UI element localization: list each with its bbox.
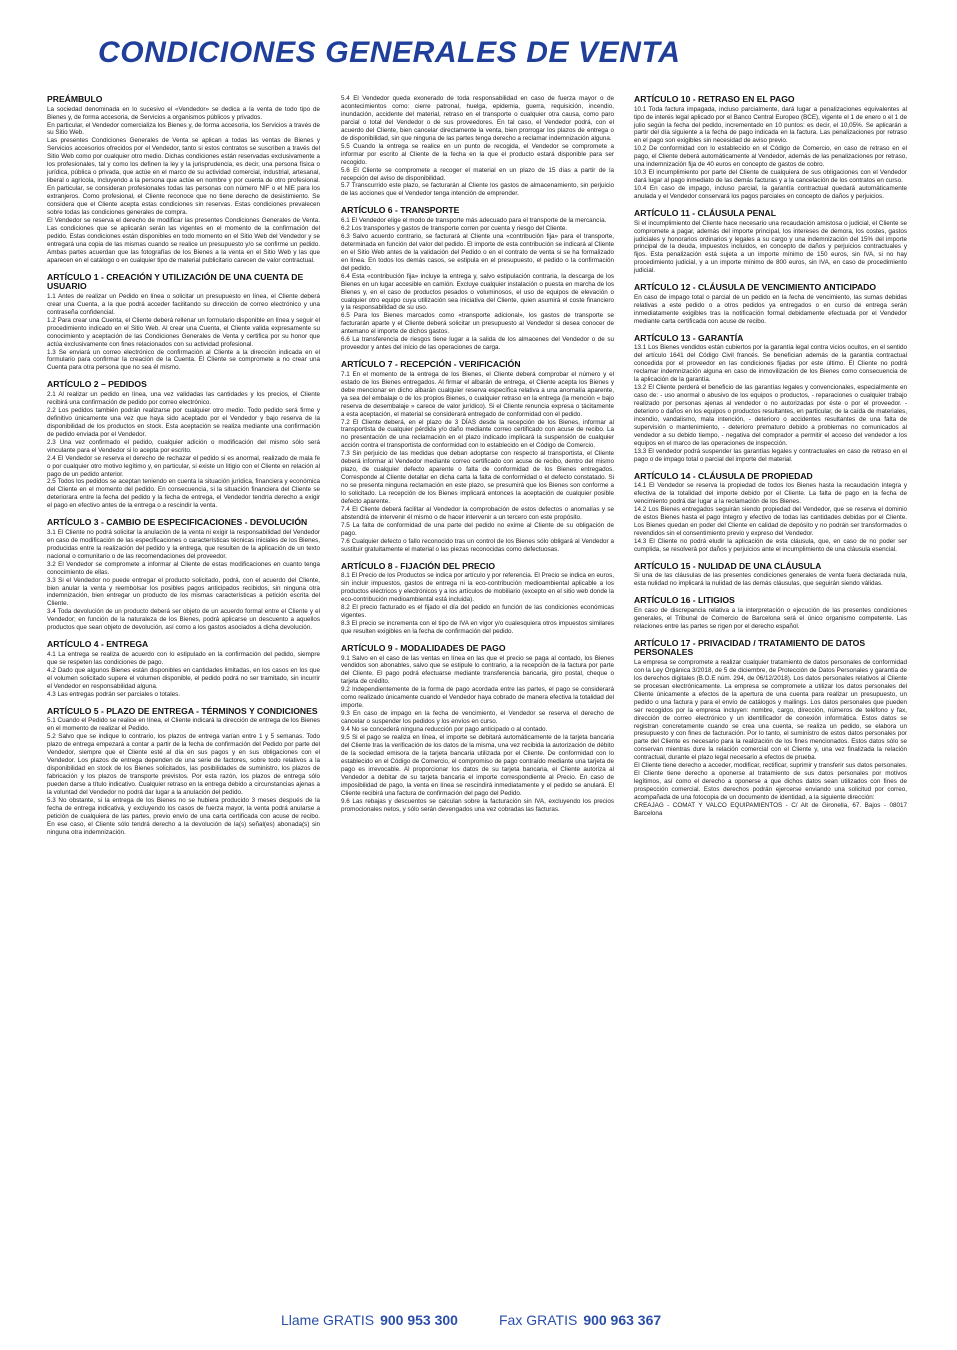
section — [634, 95, 907, 201]
section — [634, 562, 907, 589]
section-paragraph: 5.2 Salvo que se indique lo contrario, los plazos de entrega varían entre 1 y 5 semanas. Todo plazo de entrega empezará a contar a partir de la fecha de confirmación del Pedido por parte del Vendedor, siempre que el Cliente esté al día en sus pagos y en sus obligaciones con el Vendedor. Los plazos de entrega dependen de una serie de factores, sobre todo relativos a la disponibilidad en stock de los Bienes solicitados, las posibilidades de suministro, los plazos de fabricación y los plazos de transporte previstos. Por esta razón, los plazos de entrega sólo pueden darse a título indicativo. Cualquier retraso en la entrega debido a circunstancias ajenas a la voluntad del Vendedor no podrá dar lugar a la anulación del pedido. — [47, 733, 320, 796]
section-paragraph: 7.2 El Cliente deberá, en el plazo de 3 DÍAS desde la recepción de los Bienes, informar al transportista de cualquier pérdida y/o daño mediante correo certificado con acuse de recibo. La no presentación de una reclamación en el plazo indicado implicará la suspensión de cualquier acción contra el transportista de conformidad con lo establecido en el Código de Comercio. — [341, 418, 614, 450]
section-paragraph: 10.4 En caso de impago, incluso parcial, la garantía contractual quedará automáticamente anulada y el Vendedor conservará los pagos parciales en concepto de daños y perjuicios. — [634, 185, 907, 201]
section-paragraph: 3.1 El Cliente no podrá solicitar la anulación de la venta ni exigir la responsabilidad del Vendedor en caso de modificación de las especificaciones o características técnicas iniciales de los Bienes, producidas entre la realización del pedido y la entrega, que resulten de la aplicación de un texto nacional o comunitario o de las recomendaciones del proveedor. — [47, 528, 320, 560]
fax-label: Fax GRATIS — [499, 1312, 578, 1328]
section-paragraph: El Vendedor se reserva el derecho de modificar las presentes Condiciones Generales de Venta. Las condiciones que se aplicarán serán las vigentes en el momento de la confirmación del pedido. Estas condiciones están disponibles en todo momento en el Sitio Web del Vendedor y se entregará una copia de las mismas cuando se realice un presupuesto y/o se confirme un pedido. Ambas partes acuerdan que las fotografías de los Bienes a la venta en el Sitio Web y las que aparecen en el catálogo o en cualquier tipo de material publicitario carecen de valor contractual. — [47, 216, 320, 264]
section-paragraph: 1.2 Para crear una Cuenta, el Cliente deberá rellenar un formulario disponible en línea y seguir el procedimiento indicado en el Sitio Web. Al crear una Cuenta, el Cliente valida expresamente su conocimiento y aceptación de las Condiciones Generales de Venta y certifica por su honor que actúa exclusivamente con fines relacionados con su actividad profesional. — [47, 316, 320, 348]
section-paragraph: En caso de discrepancia relativa a la interpretación o ejecución de las presentes condiciones generales, el Tribunal de Comercio de Barcelona será el único organismo competente. Las relaciones entre las partes se rigen por el derecho español. — [634, 606, 907, 630]
section-paragraph: 9.6 Las rebajas y descuentos se calculan sobre la facturación sin IVA, excluyendo los precios promocionales netos, y sólo serán devengados una vez cobradas las facturas. — [341, 797, 614, 813]
section-paragraph: 1.3 Se enviará un correo electrónico de confirmación al Cliente a la dirección indicada en el formulario para confirmar la creación de la Cuenta. El Cliente se compromete a no crear una Cuenta para otra persona que no sea él mismo. — [47, 348, 320, 372]
section-paragraph: 5.3 No obstante, si la entrega de los Bienes no se hubiera producido 3 meses después de la fecha de entrega indicativa, y excluyendo los casos de fuerza mayor, la venta podrá anularse a petición de cualquiera de las partes, previo envío de una carta certificada con acuse de recibo. En ese caso, el Cliente sólo tendrá derecho a la devolución de la(s) señal(es) abonada(s) sin ninguna otra indemnización. — [47, 796, 320, 836]
section — [47, 518, 320, 632]
call-label: Llame GRATIS — [281, 1312, 375, 1328]
section — [47, 640, 320, 698]
section-paragraph: 9.5 Si el pago se realiza en línea, el importe se debitará automáticamente de la tarjeta bancaria del Cliente tras la verificación de los datos de la misma, una vez recibida la autorización de débito de la sociedad emisora de la tarjeta bancaria utilizada por el Cliente. De conformidad con lo establecido en el Código de Comercio, el compromiso de pago contraído mediante una tarjeta de pago es irrevocable. Al proporcionar los datos de su tarjeta bancaria, el Cliente autoriza al Vendedor a debitar de su tarjeta bancaria el importe correspondiente al Precio. En caso de imposibilidad de pago, la venta en línea se rescindirá inmediatamente y el pedido se anulará. El Cliente recibirá una factura de confirmación del pago del Pedido. — [341, 734, 614, 797]
section-paragraph: 10.3 El incumplimiento por parte del Cliente de cualquiera de sus obligaciones con el Vendedor dará lugar al pago inmediato de las demás facturas y a la cancelación de los contratos en curso. — [634, 169, 907, 185]
document-title: CONDICIONES GENERALES DE VENTA — [98, 36, 681, 69]
section-heading: ARTÍCULO 8 - FIJACIÓN DEL PRECIO — [341, 560, 496, 571]
section-paragraph: 13.1 Los Bienes vendidos están cubiertos por la garantía legal contra vicios ocultos, en el sentido del artículo 1641 del Código Civil francés. Se benefician además de la garantía contractual concedida por el proveedor en las condiciones fijadas por este último. El Cliente no podrá reclamar indemnización alguna en caso de inmovilización de los Bienes como consecuencia de la aplicación de la garantía. — [634, 344, 907, 384]
section-paragraph: 2.2 Los pedidos también podrán realizarse por cualquier otro medio. Todo pedido será firme y definitivo únicamente una vez que haya sido aceptado por el Vendedor y bajo reserva de la disponibilidad de los productos en stock. Esta aceptación se realiza mediante una confirmación de pedido enviada por el Vendedor. — [47, 406, 320, 438]
section-paragraph: 6.3 Salvo acuerdo contrario, se facturará al Cliente una «contribución fija» para el transporte, determinada en función del valor del pedido. El importe de esta contribución se indicará al Cliente en el Sitio Web antes de la validación del Pedido o en el contrato de venta si se ha formalizado en línea. En todos los demás casos, se estipula en el presupuesto, el pedido o la confirmación del pedido. — [341, 232, 614, 272]
section-paragraph: 7.4 El Cliente deberá facilitar al Vendedor la comprobación de estos defectos o anomalías y se abstendrá de intervenir él mismo o de hacer intervenir a un tercero con este propósito. — [341, 505, 614, 521]
section-paragraph: Si el incumplimiento del Cliente hace necesario una recaudación amistosa o judicial, el Cliente se compromete a pagar, además del importe principal, los intereses de demora, los costes, gastos judiciales y honorarios ordinarios y legales a su cargo y una indemnización del 15% del importe principal de la deuda, impuestos incluidos, en concepto de daños y perjuicios contractuales y fijos. Esta penalización está sujeta a un importe mínimo de 150 euros, sin IVA, si no hay procedimiento judicial, y a un importe mínimo de 800 euros, sin IVA, en caso de procedimiento judicial. — [634, 219, 907, 275]
section-heading: ARTÍCULO 15 - NULIDAD DE UNA CLÁUSULA — [634, 560, 822, 571]
section-paragraph: 4.2 Dado que algunos Bienes están disponibles en cantidades limitadas, en los casos en los que el volumen solicitado supere el volumen disponible, el pedido podrá no ser tramitado, sin incurrir el Vendedor en responsabilidad alguna. — [47, 666, 320, 690]
section-paragraph: 6.2 Los transportes y gastos de transporte corren por cuenta y riesgo del Cliente. — [341, 224, 568, 232]
section-paragraph: 6.5 Para los Bienes marcados como «transporte adicional», los gastos de transporte se facturarán aparte y el Cliente deberá solicitar un presupuesto al Vendedor si desea conocer de antemano el importe de dichos gastos. — [341, 312, 614, 336]
section-paragraph: 8.3 El precio se incrementa con el tipo de IVA en vigor y/o cualesquiera otros impuestos similares que resulten exigibles en la fecha de confirmación del pedido. — [341, 620, 614, 635]
section-paragraph: CREAJAG - COMAT Y VALCO EQUIPAMIENTOS - C/ Alt de Gironella, 67. Bajos - 08017 Barcelona — [634, 802, 907, 818]
section-paragraph: 13.3 El vendedor podrá suspender las garantías legales y contractuales en caso de retraso en el pago o de impago total o parcial del importe del material. — [634, 447, 907, 463]
section-paragraph: 3.3 Si el Vendedor no puede entregar el producto solicitado, podrá, con el acuerdo del Cliente, bien anular la venta y reembolsar los posibles pagos anticipados recibidos, sin ninguna otra indemnización, bien entregar un producto de los mismas características a petición escrita del Cliente. — [47, 576, 320, 608]
free-call-info — [281, 1312, 458, 1328]
section-paragraph: 7.6 Cualquier defecto o fallo reconocido tras un control de los Bienes sólo obligará al Vendedor a sustituir gratuitamente el material o las piezas reconocidas como defectuosas. — [341, 537, 614, 553]
section-paragraph: 2.1 Al realizar un pedido en línea, una vez validadas las cantidades y los precios, el Cliente recibirá una confirmación de pedido por correo electrónico. — [47, 390, 320, 406]
section-paragraph: La sociedad denominada en lo sucesivo el «Vendedor» se dedica a la venta de todo tipo de Bienes y, de forma accesoria, de Servicios a organismos públicos y privados. — [47, 105, 320, 121]
section-paragraph: 10.2 De conformidad con lo establecido en el Código de Comercio, en caso de retraso en el pago, el Cliente deberá automáticamente al Vendedor, además de las penalizaciones por retraso, una indemnización fija de 40 euros en concepto de gastos de cobro. — [634, 145, 907, 169]
section — [634, 334, 907, 464]
section-paragraph: En particular, el Vendedor comercializa los Bienes y, de forma accesoria, los Servicios a través de su Sitio Web. — [47, 121, 320, 137]
section-paragraph: El Cliente tiene derecho a acceder, modificar, rectificar, suprimir y transferir sus datos personales. El Cliente tiene derecho a oponerse al tratamiento de sus datos personales por motivos legítimos, así como el derecho a oponerse a que dichos datos sean utilizados con fines de prospección comercial. Estos derechos podrán ejercerse enviando una solicitud por correo, acompañada de una fotocopia de un documento de identidad, a la siguiente dirección: — [634, 762, 907, 802]
section — [341, 206, 614, 352]
section-paragraph: 9.4 No se concederá ninguna reducción por pago anticipado o al contado. — [341, 726, 548, 734]
section-paragraph: 5.4 El Vendedor queda exonerado de toda responsabilidad en caso de fuerza mayor o de acontecimientos como: cierre patronal, huelga, epidemia, guerra, requisición, incendio, inundación, accidente del material, retraso en el transporte o cualquier otra causa, como paro parcial o total del Vendedor o de sus proveedores. En tal caso, el Vendedor podrá, con el acuerdo del Cliente, bien cancelar directamente la venta, bien prorrogar los plazos de entrega o de disponibilidad, sin que ninguna de las partes tenga derecho a reclamar indemnización alguna. — [341, 95, 614, 142]
section-paragraph: 13.2 El Cliente perderá el beneficio de las garantías legales y convencionales, especialmente en caso de: - uso anormal o abusivo de los equipos o productos, - reparaciones o cualquier trabajo realizado por personas ajenas al vendedor o no autorizadas por éste o por el proveedor. - deterioro o daños en los equipos o productos resultantes, en particular, de la caída de materiales, incendio, vandalismo, mala intención, - deterioro o accidentes resultantes de una falta de supervisión o mantenimiento, - deterioro prematuro debido a problemas no comunicados al vendedor a su debido tiempo, - negativa del comprador a permitir el acceso del vendedor a los equipos en el marco de las operaciones de inspección. — [634, 384, 907, 447]
section-paragraph: Las presentes Condiciones Generales de Venta se aplican a todas las ventas de Bienes y Servicios accesorios ofrecidos por el Vendedor, tanto si estos contratos se suscriben a través del Sitio Web como por cualquier otro medio. Dichas condiciones están reservadas exclusivamente a los profesionales, tal y como los definen la ley y la jurisprudencia, es decir, una persona física o jurídica, pública o privada, que actúe en el marco de su actividad comercial, industrial, artesanal, liberal o agrícola, incluyendo a la persona que actúe en nombre y por cuenta de otro profesional. En particular, se consideran profesionales todas las personas con número NIF o el NIE para los extranjeros. Como profesional, el Cliente reconoce que no tiene derecho de desistimiento. Se considera que el Cliente acepta estas condiciones sin reservas. Estas condiciones prevalecen sobre todas las condiciones generales de compra. — [47, 137, 320, 216]
section-paragraph: 9.3 En caso de impago en la fecha de vencimiento, el Vendedor se reserva el derecho de cancelar o suspender los pedidos y los envíos en curso. — [341, 710, 614, 726]
section-paragraph: Si una de las cláusulas de las presentes condiciones generales de venta fuera declarada nula, esta nulidad no implicará la nulidad de las demás cláusulas, que seguirán siendo válidas. — [634, 572, 907, 588]
section — [634, 639, 907, 818]
call-number[interactable]: 900 953 300 — [380, 1312, 458, 1328]
section-paragraph: 6.1 El Vendedor elige el modo de transporte más adecuado para el transporte de la mercancía. — [341, 216, 607, 224]
section — [634, 472, 907, 554]
section-heading: PREÁMBULO — [47, 94, 103, 104]
column-3 — [634, 95, 907, 826]
section-paragraph: 14.3 El Cliente no podrá eludir la aplicación de esta cláusula, que, en caso de no poder ser cumplida, se resolverá por daños y perjuicios ante el incumplimiento de una cláusula esencial. — [634, 537, 907, 553]
section-heading: ARTÍCULO 1 - CREACIÓN Y UTILIZACIÓN DE UNA CUENTA DE USUARIO — [47, 271, 304, 292]
section-heading: ARTÍCULO 13 - GARANTÍA — [634, 332, 744, 343]
section-heading: ARTÍCULO 6 - TRANSPORTE — [341, 205, 460, 216]
section-heading: ARTÍCULO 12 - CLÁUSULA DE VENCIMIENTO ANTICIPADO — [634, 282, 877, 293]
section-paragraph: 3.4 Toda devolución de un producto deberá ser objeto de un acuerdo formal entre el Cliente y el Vendedor; en función de la naturaleza de los Bienes, podrá aplicarse un descuento a aquellos productos que sean objeto de devolución, así como a los gastos asociados a dicha devolución. — [47, 608, 320, 632]
section-paragraph: 5.7 Transcurrido este plazo, se facturarán al Cliente los gastos de almacenamiento, sin perjuicio de las acciones que el Vendedor tenga intención de emprender. — [341, 182, 614, 198]
section — [341, 562, 614, 636]
fax-number: 900 963 367 — [583, 1312, 662, 1328]
section-paragraph: 14.2 Los Bienes entregados seguirán siendo propiedad del Vendedor, que se reserva el dominio de estos Bienes hasta el pago íntegro y efectivo de todas las cantidades debidas por el Cliente. Los Bienes quedan en poder del Cliente en calidad de depósito y no podrán ser transformados o revendidos sin el consentimiento previo y expreso del Vendedor. — [634, 506, 907, 537]
section-heading: ARTÍCULO 14 - CLÁUSULA DE PROPIEDAD — [634, 470, 813, 481]
section — [47, 95, 320, 265]
section-paragraph: 6.4 Esta «contribución fija» incluye la entrega y, salvo estipulación contraria, la descarga de los Bienes en un lugar accesible en camión. Excluye cualquier instalación o puesta en marcha de los Bienes y, en el caso de productos pesados o voluminosos, el uso de equipos de elevación o cualquier otro equipo cuya utilización sea iniciativa del Cliente, quien asumirá el coste financiero y la responsabilidad de su uso. — [341, 272, 614, 312]
section — [341, 360, 614, 554]
section-paragraph: 14.1 El Vendedor se reserva la propiedad de todos los Bienes hasta la recaudación íntegra y efectiva de la totalidad del importe debido por el Cliente. La falta de pago en la fecha de vencimiento podrá dar lugar a la reclamación de los Bienes. — [634, 482, 907, 506]
section — [634, 596, 907, 630]
section — [634, 209, 907, 275]
section-heading: ARTÍCULO 4 - ENTREGA — [47, 639, 149, 650]
section-heading: ARTÍCULO 3 - CAMBIO DE ESPECIFICACIONES - DEVOLUCIÓN — [47, 517, 308, 528]
section-paragraph: 9.1 Salvo en el caso de las ventas en línea en las que el precio se paga al contado, los Bienes vendidos son abonables, salvo que se estipule lo contrario, a la recepción de la factura por parte del Cliente. El pago podrá efectuarse mediante transferencia bancaria, giro postal, cheque o tarjeta de crédito. — [341, 654, 614, 686]
section-paragraph: 9.2 Independientemente de la forma de pago acordada entre las partes, el pago se considerará como realizado únicamente cuando el Vendedor haya cobrado de manera efectiva la totalidad del importe. — [341, 686, 614, 710]
section-paragraph: 8.2 El precio facturado es el fijado el día del pedido en función de las condiciones económicas vigentes. — [341, 604, 614, 620]
section-paragraph: En caso de impago total o parcial de un pedido en la fecha de vencimiento, las sumas debidas relativas a este pedido o a otros pedidos ya entregados o en curso de entrega serán inmediatamente exigibles tras la notificación formal debidamente efectuada por el Vendedor mediante carta certificada con acuse de recibo. — [634, 293, 907, 325]
section-paragraph: 5.5 Cuando la entrega se realice en un punto de recogida, el Vendedor se compromete a informar por escrito al Cliente de la fecha en la que el producto estará disponible para ser recogido. — [341, 142, 614, 166]
section-heading: ARTÍCULO 16 - LITIGIOS — [634, 595, 735, 606]
section-paragraph: 7.5 La falta de conformidad de una parte del pedido no exime al Cliente de su obligación de pago. — [341, 521, 614, 537]
section-heading: ARTÍCULO 10 - RETRASO EN EL PAGO — [634, 94, 795, 104]
free-fax-info — [499, 1312, 661, 1328]
section-paragraph: 10.1 Toda factura impagada, incluso parcialmente, dará lugar a penalizaciones equivalentes al tipo de interés legal aplicado por el Banco Central Europeo (BCE), vigente el 1 de enero o el 1 de julio según la fecha del pedido, incrementado en 10 puntos: es decir, el 10,05%. Se aplicarán a partir del día siguiente a la fecha de pago indicada en la factura. Las penalizaciones por retraso en el pago son exigibles sin necesidad de aviso previo. — [634, 105, 907, 145]
column-1 — [47, 95, 320, 844]
section-paragraph: 8.1 El Precio de los Productos se indica por artículo y por referencia. El Precio se indica en euros, sin incluir impuestos, gastos de entrega ni la eco-contribución medioambiental aplicable a los productos eléctricos y electrónicos y a los artículos de mobiliario (excepto en el sitio web donde la eco-contribución medioambiental está incluida). — [341, 572, 615, 604]
section-heading: ARTÍCULO 17 - PRIVACIDAD / TRATAMIENTO DE DATOS PERSONALES — [634, 637, 866, 658]
section-paragraph: 2.4 El Vendedor se reserva el derecho de rechazar el pedido si es anormal, realizado de mala fe o por cualquier otro motivo legítimo y, en particular, si existe un litigio con el Cliente en relación al pago de un pedido anterior. — [47, 454, 320, 478]
section — [47, 380, 320, 510]
section-heading: ARTÍCULO 7 - RECEPCIÓN - VERIFICACIÓN — [341, 359, 521, 370]
section-paragraph: 7.1 En el momento de la entrega de los Bienes, el Cliente deberá comprobar el número y el estado de los Bienes entregados. Al firmar el albarán de entrega, el Cliente acepta los Bienes y debe mencionar en dicho albarán cualquier reserva específica relativa a una anomalía aparente, ya sea del embalaje o de los propios Bienes, o cualquier retraso en la entrega (la mención « bajo reserva de desembalaje » carece de valor jurídico). Si el Cliente renuncia expresa o tácitamente a esta aceptación, el material se considerará entregado de conformidad con el pedido. — [341, 370, 614, 418]
section — [47, 273, 320, 373]
section — [634, 283, 907, 325]
section-paragraph: 4.1 La entrega se realiza de acuerdo con lo estipulado en la confirmación del pedido, siempre que se respeten las condiciones de pago. — [47, 650, 320, 666]
section-paragraph: 4.3 Las entregas podrán ser parciales o totales. — [47, 690, 181, 698]
section-paragraph: 6.6 La transferencia de riesgos tiene lugar a la salida de los almacenes del Vendedor o de su proveedor y antes del inicio de las operaciones de carga. — [341, 336, 614, 352]
section-paragraph: 2.3 Una vez confirmado el pedido, cualquier adición o modificación del mismo sólo será vinculante para el Vendedor si lo acepta por escrito. — [47, 438, 320, 454]
column-2 — [341, 95, 614, 822]
section-paragraph: 2.5 Todos los pedidos se aceptan teniendo en cuenta la situación jurídica, financiera y económica del Cliente en el momento del pedido. En consecuencia, si la situación financiera del Cliente se deteriorara entre la fecha del pedido y la fecha de entrega, el Vendedor tendría derecho a exigir el pago en efectivo antes de la entrega o a rescindir la venta. — [47, 478, 320, 510]
section-paragraph: La empresa se compromete a realizar cualquier tratamiento de datos personales de conformidad con la Ley Orgánica 3/2018, de 5 de diciembre, de Protección de Datos Personales y garantía de los derechos digitales (B.O.E núm. 294, de 06/12/2018). Los datos personales relativos al Cliente se procesan electrónicamente. La empresa se compromete a utilizar los datos personales del Cliente únicamente a efectos de la apertura de una cuenta para realizar un presupuesto, un pedido o una factura y para el envío de catálogos y mailings. Los datos personales que pueden ser recogidos por la empresa incluyen: nombre, cargo, dirección, números de teléfono y fax, dirección de correo electrónico y un identificador de conexión informática. Estos datos se registran concretamente cuando se crea una cuenta, se realiza un pedido, se elabora un presupuesto y con fines de facturación. Por lo tanto, el suministro de estos datos personales por parte del Cliente es necesario para la realización de los fines mencionados. Estos datos sólo se conservan mientras dure la relación comercial con el Cliente y, una vez finalizada la relación contractual, durante el plazo legal necesario a efectos de prueba. — [634, 658, 907, 762]
section-heading: ARTÍCULO 2 – PEDIDOS — [47, 379, 147, 390]
section — [341, 644, 614, 814]
section-heading: ARTÍCULO 11 - CLÁUSULA PENAL — [634, 208, 776, 219]
section-paragraph: 7.3 Sin perjuicio de las medidas que deban adoptarse con respecto al transportista, el Cliente deberá informar al Vendedor mediante correo certificado con acuse de recibo, dentro del mismo plazo, de cualquier defecto aparente o falta de conformidad de los Bienes entregados. Corresponde al Cliente detallar en dicha carta la falta de conformidad o el defecto constatado. Si no se presenta ninguna reclamación en este plazo, se presumirá que los Bienes son conforme a lo solicitado. La recepción de los Bienes implicará entonces la aceptación de cualquier posible defecto aparente. — [341, 450, 614, 506]
section-paragraph: 5.1 Cuando el Pedido se realice en línea, el Cliente indicará la dirección de entrega de los Bienes en el momento de realizar el Pedido. — [47, 717, 320, 733]
section — [341, 95, 614, 198]
section-paragraph: 3.2 El Vendedor se compromete a informar al Cliente de estas modificaciones en cuanto tenga conocimiento de ellas. — [47, 560, 320, 576]
section-paragraph: 5.6 El Cliente se compromete a recoger el material en un plazo de 15 días a partir de la recepción del aviso de disponibilidad. — [341, 166, 614, 182]
section-heading: ARTÍCULO 5 - PLAZO DE ENTREGA - TÉRMINOS Y CONDICIONES — [47, 705, 318, 716]
section-paragraph: 1.1 Antes de realizar un Pedido en línea o solicitar un presupuesto en línea, el Cliente deberá crear una Cuenta, a la que podrá acceder facilitando su dirección de correo electrónico y una contraseña confidencial. — [47, 292, 320, 316]
section-heading: ARTÍCULO 9 - MODALIDADES DE PAGO — [341, 642, 506, 653]
section — [47, 707, 320, 837]
